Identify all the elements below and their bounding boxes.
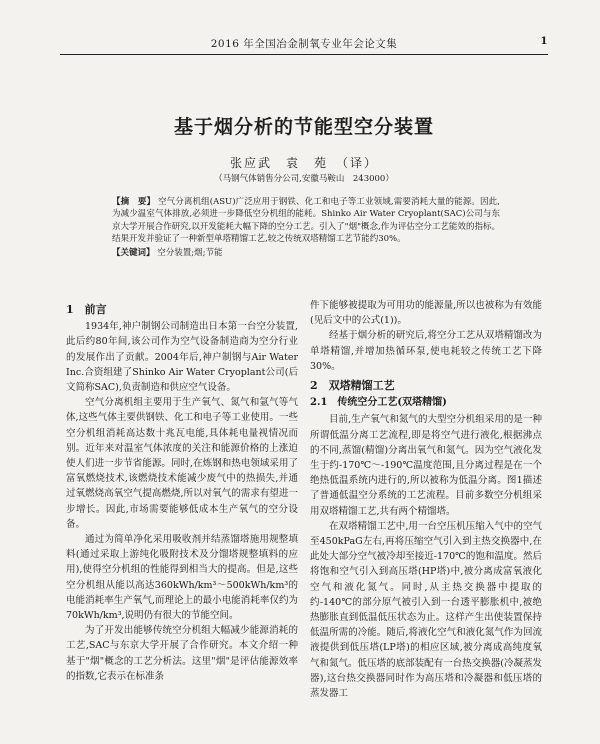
section-heading: 1 前言 [66, 303, 107, 316]
paragraph: 在双塔精馏工艺中,用一台空压机压缩入气中的空气至450kPaG左右,再将压缩空气引入到主热交换器中,在此处大部分空气被冷却至接近-170℃的饱和温度。然后将饱和空气引入到高压塔(HP塔)中,被分离成富氧液化空气和液化氮气。同时,从主热交换器中提取的约-140℃的部分原气被引入到一台透平膨胀机中,被绝热膨胀直到低温低压状态为止。这样产生出使装置保持低温所需的冷能。随后,将液化空气和液化氮气作为回流液提供到低压塔(LP塔)的相应区域,被分离成高纯度氧气和氮气。低压塔的底部装配有一台热交换器(冷凝蒸发器),这台热交换器同时作为高压塔和冷凝器和低压塔的蒸发器工 [310, 520, 542, 700]
section-heading: 2 双塔精馏工艺 [310, 379, 395, 393]
article-title: 基于烟分析的节能型空分装置 [173, 116, 434, 138]
paragraph: 件下能够被提取为可用功的能源量,所以也被称为有效能(见后文中的公式(1))。 [310, 300, 542, 327]
keywords-text: 空分装置;烟;节能 [157, 248, 223, 259]
running-header [60, 36, 548, 55]
abstract-label: 【摘 要】 [112, 197, 156, 207]
running-title: 2016 年全国冶金制氧专业年会论文集 [210, 38, 398, 50]
right-column [310, 298, 542, 701]
article-authors: 张应武 袁 苑 （译） [229, 156, 378, 170]
subsection-heading: 2.1 传统空分工艺(双塔精馏) [310, 397, 447, 409]
paragraph: 目前,生产氧气和氮气的大型空分机组采用的是一种所谓低温分离工艺流程,即是将空气进行液化,根据沸点的不同,蒸馏(精馏)分离出氧气和氮气。因为空气液化发生于约-170℃～-190℃温度范围,且分离过程是在一个绝热低温系统内进行的,所以被称为低温分离。图1描述了普通低温空分系统的工艺流程。目前多数空分机组采用双塔精馏工艺,共有两个精馏塔。 [310, 414, 542, 517]
left-column [66, 298, 298, 684]
keywords [112, 247, 500, 259]
keywords-label: 【关键词】 [112, 248, 155, 259]
page-number: 1 [540, 36, 548, 47]
paragraph: 通过为简单净化采用吸收剂并结蒸馏塔施用规整填料(通过采取上游纯化吸附技术及分馏塔规整填料的应用),使得空分机组的性能得到相当大的提高。但是,这些空分机组从能以高达360kWh/km³～500kWh/km³的电能消耗率生产氧气,而理论上的最小电能消耗率仅约为70kWh/km³,说明仍有很大的节能空间。 [66, 534, 298, 622]
article-affiliation: （马钢气体销售分公司,安徽马鞍山 243000） [214, 174, 394, 184]
abstract [112, 196, 500, 259]
paragraph: 空气分离机组主要用于生产氧气、氮气和氩气等气体,这些气体主要供钢铁、化工和电子等工业使用。一些空分机组消耗高达数十兆瓦电能,具体耗电量视情况而别。近年来对温室气体浓度的关注和能源价格的上涨迫使人们进一步节省能源。同时,在炼钢和热电领域采用了富氧燃烧技术,该燃烧技术能减少废气中的热损失,并通过氧燃烧高氧空气提高燃烧,所以对氧气的需求有望进一步增长。因此,市场需要能够低成本生产氧气的空分设备。 [66, 397, 298, 530]
paragraph: 1934年,神户制钢公司制造出日本第一台空分装置,此后约80年间,该公司作为空气设备制造商为空分行业的发展作出了贡献。2004年后,神户制钢与Air Water Inc.合资组建了Shinko Air Water Cryoplant公司(后文简称SAC),负责制造和供应空气设备。 [66, 321, 298, 394]
paragraph: 为了开发出能够传统空分机组大幅减少能源消耗的工艺,SAC与东京大学开展了合作研究。本文介绍一种基于"烟"概念的工艺分析法。这里"烟"是评估能源效率的指数,它表示在标准条 [66, 625, 298, 682]
paragraph: 经基于烟分析的研究后,将空分工艺从双塔精馏改为单塔精馏,并增加热循环泵,使电耗较之传统工艺下降30%。 [310, 330, 542, 372]
abstract-text: 空气分离机组(ASU)广泛应用于钢铁、化工和电子等工业领域,需要消耗大量的能源。因此,为减少温室气体排放,必须进一步降低空分机组的能耗。Shinko Air Water Cryoplant(SAC)公司与东京大学开展合作研究,以开发能耗大幅下降的空分工艺。引入了"烟"概念,作为评估空分工艺能效的指标。结果开发并验证了一种新型单塔精馏工艺,较之传统双塔精馏工艺节能约30%。 [112, 197, 500, 244]
